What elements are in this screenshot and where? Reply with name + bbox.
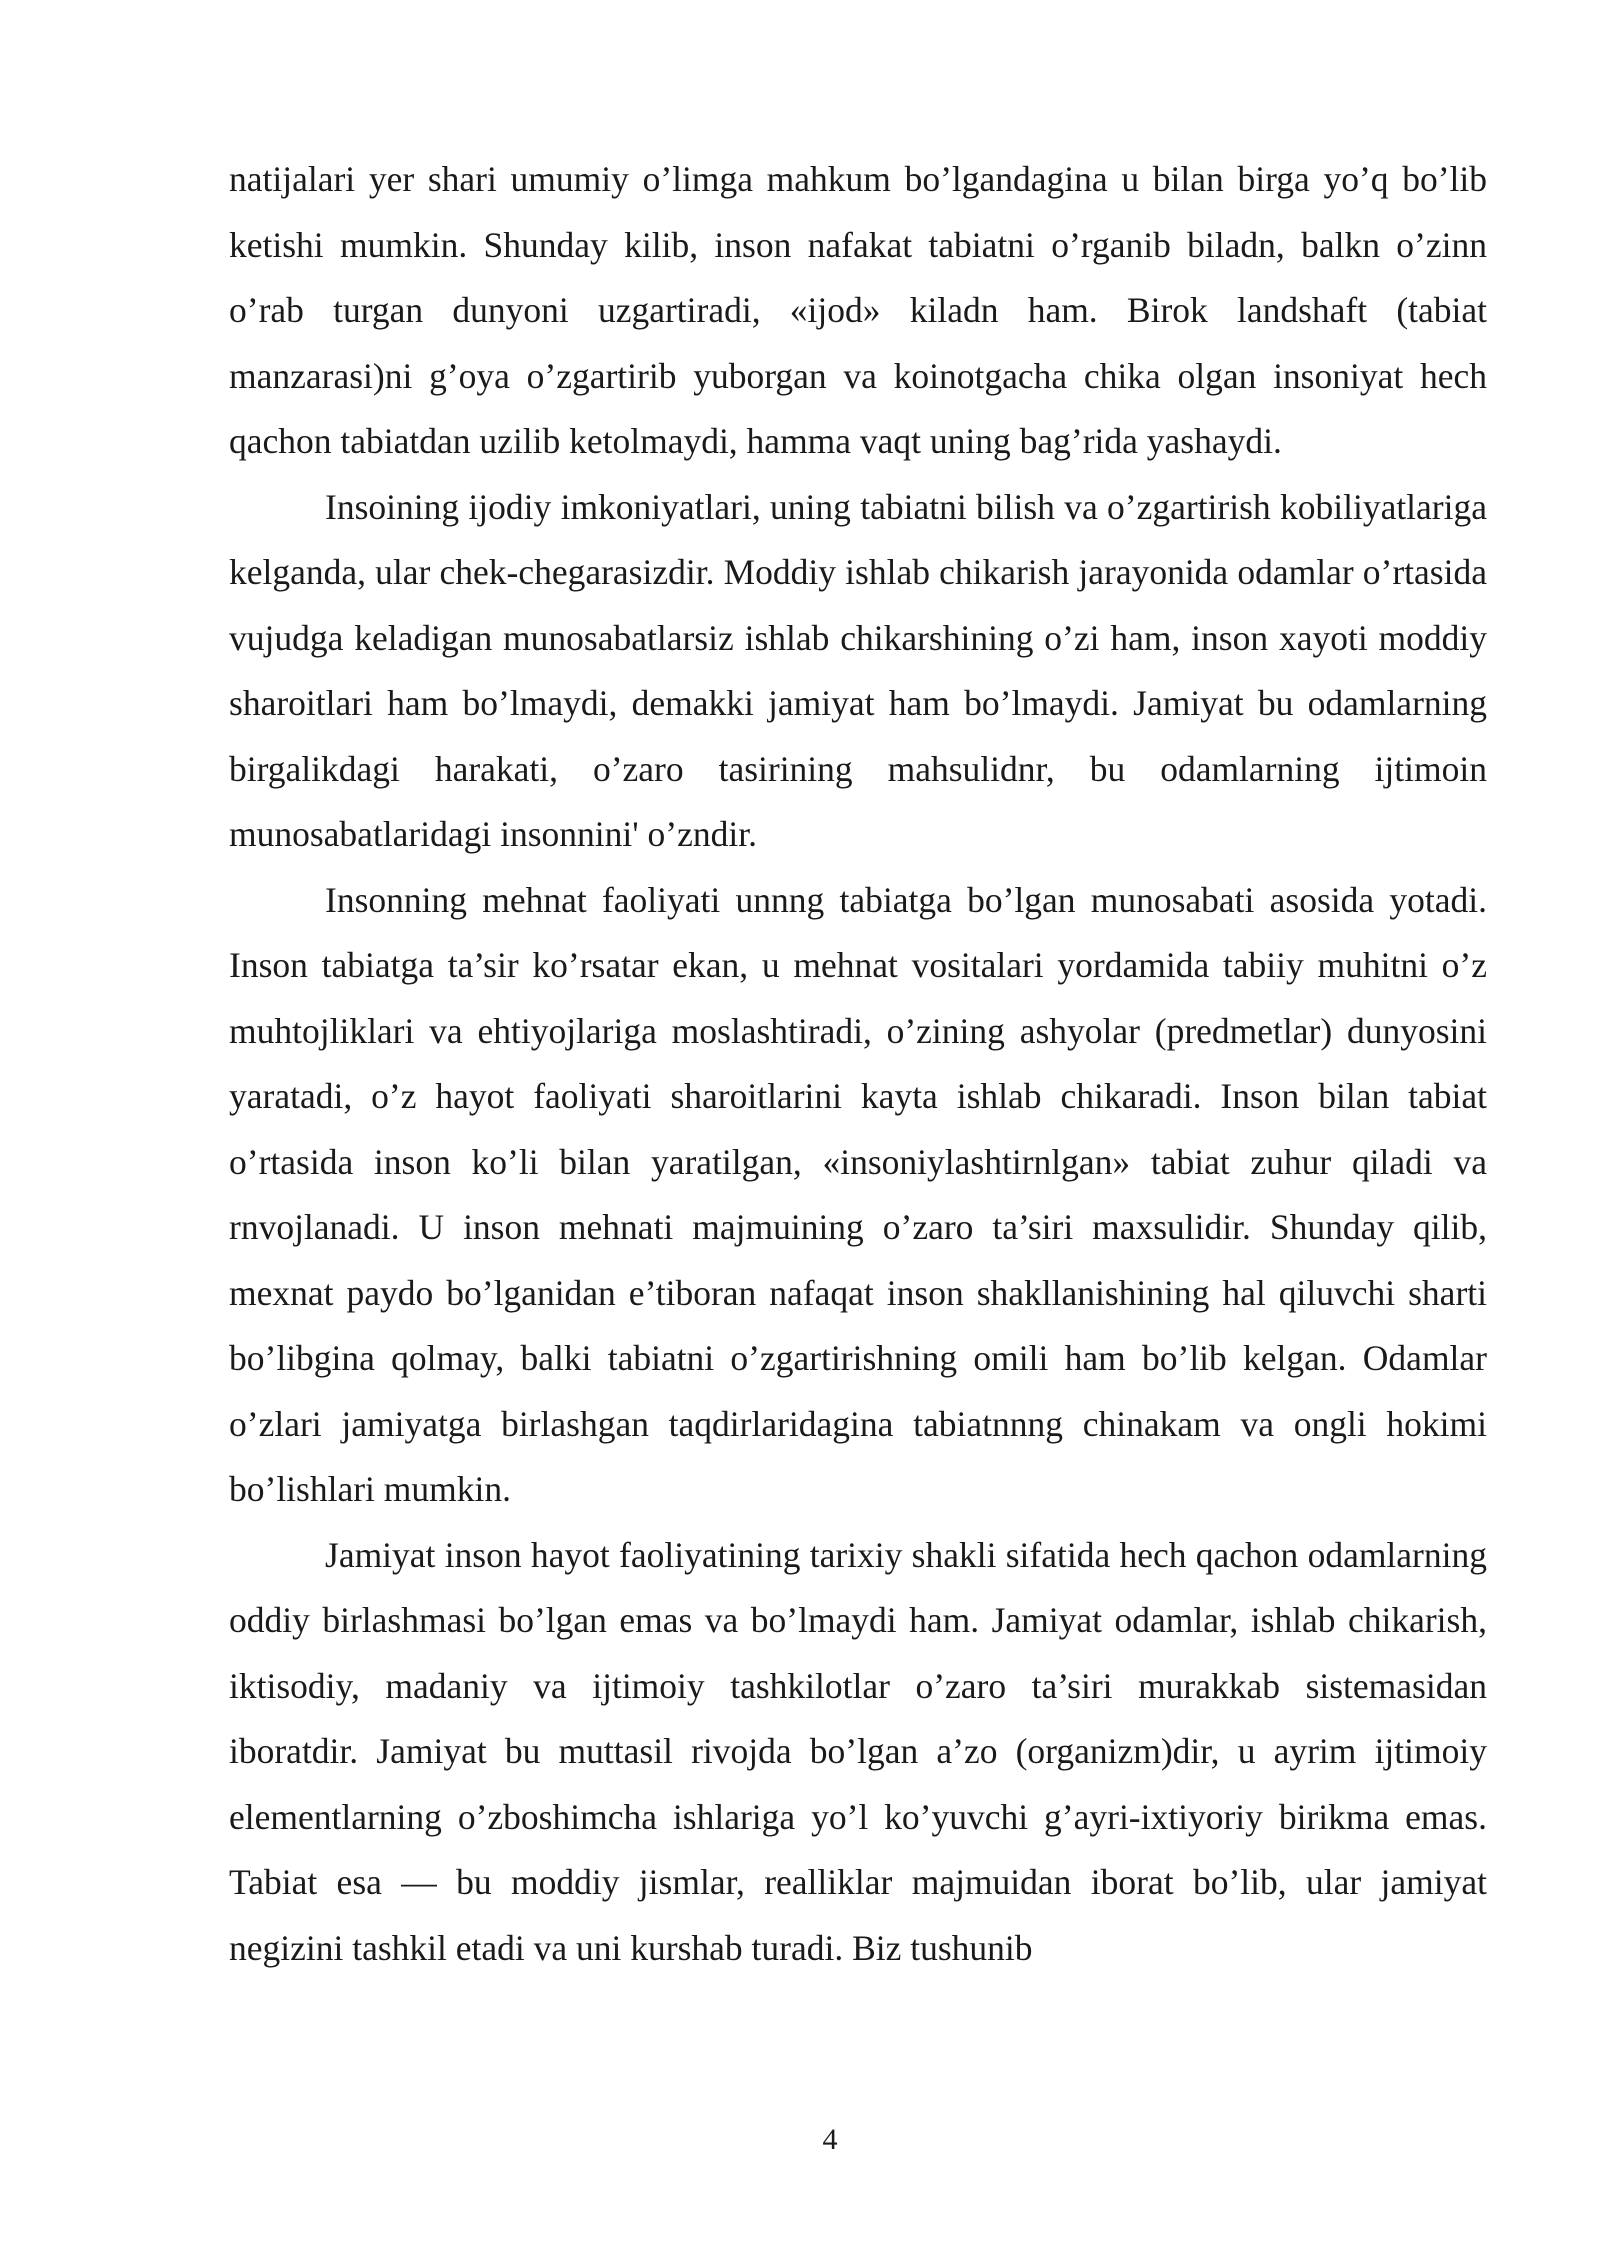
paragraph-3: Insonning mehnat faoliyati unnng tabiatga bo’lgan munosabati asosida yotadi. Inson tabiatga ta’sir ko’rsatar ekan, u mehnat vositalari yordamida tabiiy muhitni o’z muhtojliklari va ehtiyojlariga moslashtiradi, o’zining ashyolar (predmetlar) dunyosini yaratadi, o’z hayot faoliyati sharoitlarini kayta ishlab chikaradi. Inson bilan tabiat o’rtasida inson ko’li bilan yaratilgan, «insoniylashtirnlgan» tabiat zuhur qiladi va rnvojlanadi. U inson mehnati majmuining o’zaro ta’siri maxsulidir. Shunday qilib, mexnat paydo bo’lganidan e’tiboran nafaqat inson shakllanishining hal qiluvchi sharti bo’libgina qolmay, balki tabiatni o’zgartirishning omili ham bo’lib kelgan. Odamlar o’zlari jamiyatga birlashgan taqdirlaridagina tabiatnnng chinakam va ongli hokimi bo’lishlari mumkin. [229, 879, 1487, 1509]
paragraph-1: natijalari yer shari umumiy o’limga mahkum bo’lgandagina u bilan birga yo’q bo’lib ketishi mumkin. Shunday kilib, inson nafakat tabiatni o’rganib biladn, balkn o’zinn o’rab turgan dunyoni uzgartiradi, «ijod» kiladn ham. Birok landshaft (tabiat manzarasi)ni g’oya o’zgartirib yuborgan va koinotgacha chika olgan insoniyat hech qachon tabiatdan uzilib ketolmaydi, hamma vaqt uning bag’rida yashaydi. [229, 159, 1487, 461]
text-body [229, 147, 1487, 1981]
paragraph-4: Jamiyat inson hayot faoliyatining tarixiy shakli sifatida hech qachon odamlarning oddiy birlashmasi bo’lgan emas va bo’lmaydi ham. Jamiyat odamlar, ishlab chikarish, iktisodiy, madaniy va ijtimoiy tashkilotlar o’zaro ta’siri murakkab sistemasidan iboratdir. Jamiyat bu muttasil rivojda bo’lgan a’zo (organizm)dir, u ayrim ijtimoiy elementlarning o’zboshimcha ishlariga yo’l ko’yuvchi g’ayri-ixtiyoriy birikma emas. Tabiat esa — bu moddiy jismlar, realliklar majmuidan iborat bo’lib, ular jamiyat negizini tashkil etadi va uni kurshab turadi. Biz tushunib [229, 1534, 1487, 1968]
page-number: 4 [822, 2123, 838, 2156]
paragraph-2: Insoining ijodiy imkoniyatlari, uning tabiatni bilish va o’zgartirish kobiliyatlariga kelganda, ular chek-chegarasizdir. Moddiy ishlab chikarish jarayonida odamlar o’rtasida vujudga keladigan munosabatlarsiz ishlab chikarshining o’zi ham, inson xayoti moddiy sharoitlari ham bo’lmaydi, demakki jamiyat ham bo’lmaydi. Jamiyat bu odamlarning birgalikdagi harakati, o’zaro tasirining mahsulidnr, bu odamlarning ijtimoin munosabatlaridagi insonnini' o’zndir. [229, 486, 1487, 854]
